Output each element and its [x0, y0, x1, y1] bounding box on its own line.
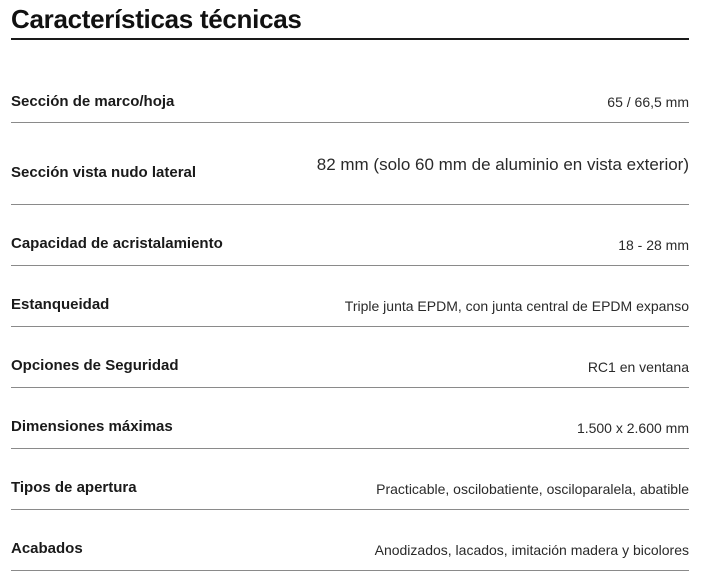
spec-value: 1.500 x 2.600 mm — [576, 420, 689, 436]
spec-label: Opciones de Seguridad — [11, 357, 179, 374]
row-divider — [11, 265, 689, 266]
row-divider — [11, 570, 689, 571]
title-divider — [11, 38, 689, 40]
spec-value: 65 / 66,5 mm — [607, 94, 689, 110]
spec-label: Capacidad de acristalamiento — [11, 235, 223, 252]
section-title: Características técnicas — [11, 4, 302, 34]
spec-label: Tipos de apertura — [11, 479, 137, 496]
spec-label: Dimensiones máximas — [11, 418, 173, 435]
spec-value: Triple junta EPDM, con junta central de EPDM expanso — [344, 298, 689, 314]
spec-value: 18 - 28 mm — [618, 237, 689, 253]
spec-label: Sección de marco/hoja — [11, 93, 175, 110]
row-divider — [11, 326, 689, 327]
spec-label: Estanqueidad — [11, 296, 110, 313]
row-divider — [11, 122, 689, 123]
row-divider — [11, 387, 689, 388]
row-divider — [11, 448, 689, 449]
spec-label: Acabados — [11, 540, 83, 557]
spec-value: RC1 en ventana — [587, 359, 689, 375]
spec-value: Practicable, oscilobatiente, osciloparalela, abatible — [376, 481, 689, 497]
row-divider — [11, 204, 689, 205]
spec-value: Anodizados, lacados, imitación madera y bicolores — [374, 542, 689, 558]
spec-label: Sección vista nudo lateral — [11, 164, 197, 181]
row-divider — [11, 509, 689, 510]
spec-value: 82 mm (solo 60 mm de aluminio en vista exterior) — [316, 155, 689, 174]
